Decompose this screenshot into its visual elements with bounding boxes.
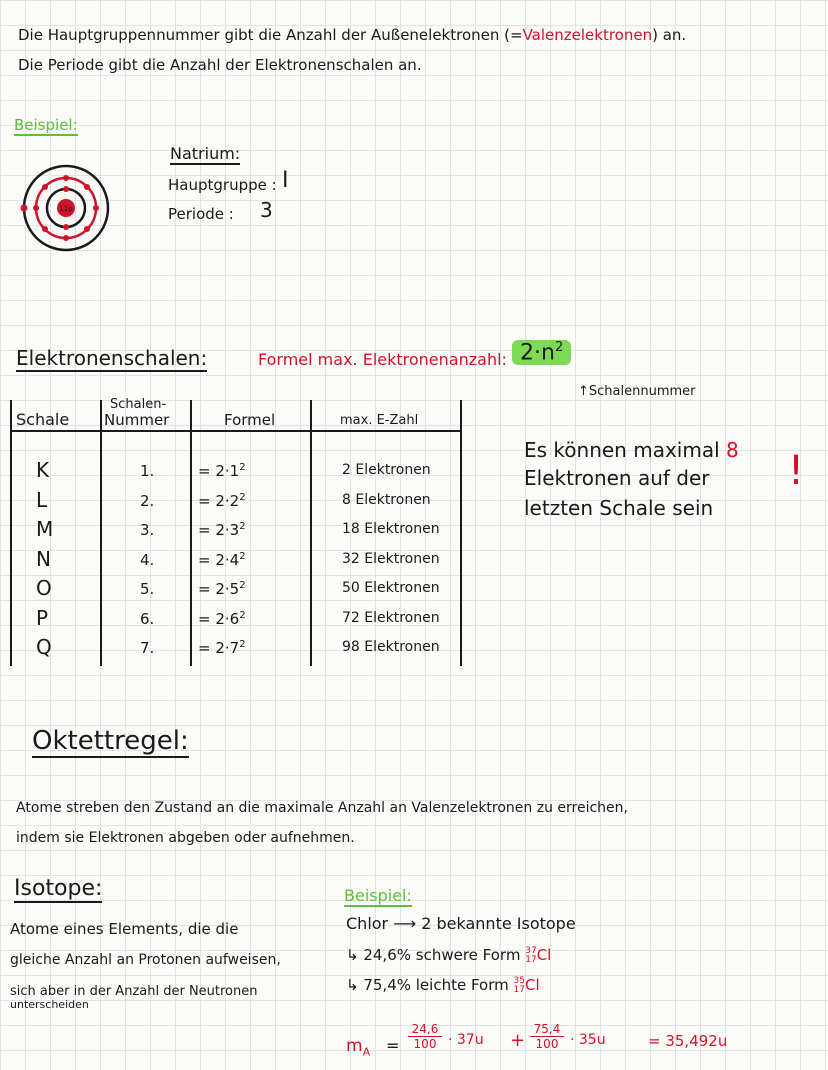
isotopes-line-3: sich aber in der Anzahl der Neutronen [10,984,258,999]
col-header-number: Nummer [104,411,170,429]
heavy-isotope-line: ↳ 24,6% schwere Form 37 17Cl [346,945,552,965]
formula-highlight: $2\cdot n^2$ [512,340,571,365]
calc-equals: = [386,1036,400,1055]
row-shell: Q [36,635,52,659]
row-max: 2 Elektronen [342,462,431,478]
row-formula: = $2\cdot 4^2$ [198,550,246,569]
period-value: 3 [260,198,273,222]
row-number: 2. [140,491,155,510]
row-formula: = $2\cdot 6^2$ [198,609,246,628]
isotopes-line-1: Atome eines Elements, die die [10,920,239,938]
table-border-right [460,400,462,666]
example-heading: Beispiel: [14,116,78,134]
sodium-atom-model [20,162,112,254]
table-border-left [10,400,12,666]
row-shell: P [36,605,49,630]
col-header-max: max. E-Zahl [340,413,419,428]
exclamation-mark: ! [788,448,805,494]
col-header-shell: Schale [16,410,70,429]
row-number: 1. [140,462,155,480]
row-shell: K [36,458,50,482]
formula-label: Formel max. Elektronenanzahl: [258,350,507,369]
chlorine-line: Chlor ⟶ 2 bekannte Isotope [346,914,576,933]
heavy-isotope-numbers: 37 17 [525,945,537,965]
isotopes-line-4: unterscheiden [10,998,89,1011]
row-number: 6. [140,609,155,628]
formula-note: ↑Schalennummer [578,384,696,399]
row-number: 4. [140,550,155,569]
isotopes-heading: Isotope: [14,876,103,901]
isotopes-line-2: gleiche Anzahl an Protonen aufweisen, [10,952,281,968]
fraction-1: 24,6 100 [408,1022,442,1051]
light-isotope-numbers: 35 17 [513,975,525,995]
row-max: 98 Elektronen [342,639,440,655]
intro-line-1: Die Hauptgruppennummer gibt die Anzahl der Außenelektronen (=Valenzelektronen) an. [18,26,687,44]
octet-line-2: indem sie Elektronen abgeben oder aufnehmen. [16,830,355,846]
octet-heading: Oktettregel: [32,726,189,756]
row-max: 8 Elektronen [342,491,431,508]
side-note-line-1: Es können maximal 8 [524,438,739,462]
table-header-rule [10,430,462,432]
plus-sign: + [510,1030,526,1051]
row-number: 5. [140,580,155,598]
row-number: 7. [140,639,155,657]
row-shell: M [36,517,54,541]
calc-result: = 35,492u [648,1032,728,1050]
row-shell: O [36,576,52,600]
table-divider-3 [310,400,312,666]
row-formula: = $2\cdot 5^2$ [198,580,246,598]
row-max: 18 Elektronen [342,521,440,537]
row-shell: L [36,487,48,512]
mass-symbol: $m_A$ [346,1036,371,1059]
row-number: 3. [140,521,155,539]
row-formula: = $2\cdot 2^2$ [198,491,246,510]
row-formula: = $2\cdot 3^2$ [198,521,246,539]
group-label: Hauptgruppe : [168,176,277,194]
example2-heading: Beispiel: [344,886,412,905]
side-note-line-2: Elektronen auf der [524,466,710,490]
row-shell: N [36,546,51,571]
table-divider-1 [100,400,102,666]
period-label: Periode : [168,205,234,223]
term-2: · 35u [570,1032,606,1048]
intro-line-2: Die Periode gibt die Anzahl der Elektronenschalen an. [18,56,422,74]
term-1: · 37u [448,1032,484,1048]
row-formula: = $2\cdot 7^2$ [198,639,246,657]
nucleus-label: 11p [59,205,73,213]
row-max: 32 Elektronen [342,550,440,567]
shells-heading: Elektronenschalen: [16,346,208,370]
light-isotope-line: ↳ 75,4% leichte Form 35 17Cl [346,975,540,995]
table-divider-2 [190,400,192,666]
fraction-2: 75,4 100 [530,1022,564,1051]
col-header-number-top: Schalen- [110,397,167,412]
row-max: 50 Elektronen [342,580,440,596]
side-note-line-3: letzten Schale sein [524,496,714,520]
octet-line-1: Atome streben den Zustand an die maximale Anzahl an Valenzelektronen zu erreichen, [16,800,628,816]
element-name: Natrium: [170,144,241,163]
col-header-formula: Formel [224,411,276,429]
group-value: I [282,168,289,193]
row-max: 72 Elektronen [342,609,440,626]
row-formula: = $2\cdot 1^2$ [198,462,246,480]
